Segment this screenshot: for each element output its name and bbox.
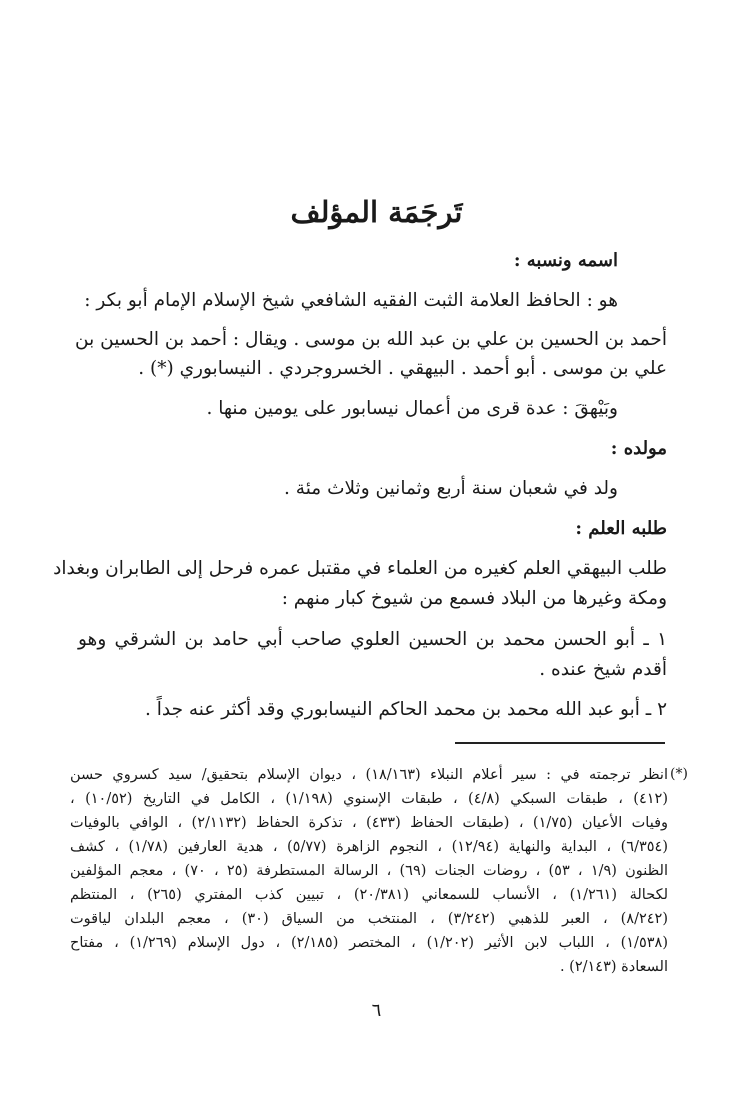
name-paragraph-2-line-2: علي بن موسى . أبو أحمد . البيهقي . الخسروجردي . النيسابوري (*) . [138, 358, 667, 379]
name-paragraph-2-line-1: أحمد بن الحسين بن علي بن عبد الله بن موسى . ويقال : أحمد بن الحسين بن [75, 329, 667, 350]
footnote-mark: (*) [670, 766, 688, 782]
name-heading: اسمه ونسبه : [513, 250, 618, 271]
footnote-line: (١/٥٣٨) ، اللباب لابن الأثير (١/٢٠٢) ، المختصر (٢/١٨٥) ، دول الإسلام (١/٢٦٩) ، مفتاح [70, 935, 668, 951]
footnote-line: لكحالة (١/٢٦١) ، الأنساب للسمعاني (٢٠/٣٨١) ، تبيين كذب المفتري (٢٦٥) ، المنتظم [70, 887, 669, 903]
footnote-line: الظنون (١/٩ ، ٥٣) ، روضات الجنات (٦٩) ، الرسالة المستطرفة (٢٥ ، ٧٠) ، معجم المؤلفين [70, 863, 668, 879]
study-paragraph-line-2: ومكة وغيرها من البلاد فسمع من شيوخ كبار منهم : [281, 588, 667, 609]
page-title: تَرجَمَة المؤلف [290, 195, 463, 229]
name-paragraph-3: وبَيْهقَ : عدة قرى من أعمال نيسابور على يومين منها . [206, 398, 618, 419]
list-item-1-line-2: أقدم شيخ عنده . [539, 659, 667, 680]
name-paragraph-1: هو : الحافظ العلامة الثبت الفقيه الشافعي شيخ الإسلام الإمام أبو بكر : [84, 290, 618, 311]
study-paragraph-line-1: طلب البيهقي العلم كغيره من العلماء في مقتبل عمره فرحل إلى الطابران وبغداد [53, 558, 667, 579]
footnote-line: (٨/٢٤٢) ، العبر للذهبي (٣/٢٤٢) ، المنتخب من السياق (٣٠) ، معجم البلدان لياقوت [70, 911, 669, 927]
birth-heading: مولده : [610, 438, 667, 459]
birth-paragraph: ولد في شعبان سنة أربع وثمانين وثلاث مئة . [284, 478, 618, 499]
footnote-line: (٤١٢) ، طبقات السبكي (٤/٨) ، طبقات الإسنوي (١/١٩٨) ، الكامل في التاريخ (١٠/٥٢) ، [70, 791, 668, 807]
list-item-2: ٢ ـ أبو عبد الله محمد بن محمد الحاكم النيسابوري وقد أكثر عنه جداً . [144, 699, 667, 720]
page-number: ٦ [371, 1000, 382, 1021]
footnote-separator [455, 742, 665, 744]
list-item-1-line-1: ١ ـ أبو الحسن محمد بن الحسين العلوي صاحب أبي حامد بن الشرقي وهو [78, 629, 667, 650]
study-heading: طلبه العلم : [575, 518, 667, 539]
footnote-line: وفيات الأعيان (١/٧٥) ، (طبقات الحفاظ (٤٣٣) ، تذكرة الحفاظ (٢/١١٣٢) ، الوافي بالوفيات [70, 815, 669, 831]
footnote-line: (٦/٣٥٤) ، البداية والنهاية (١٢/٩٤) ، النجوم الزاهرة (٥/٧٧) ، هدية العارفين (١/٧٨) ، كشف [70, 839, 668, 855]
footnote-line: انظر ترجمته في : سير أعلام النبلاء (١٨/١٦٣) ، ديوان الإسلام بتحقيق/ سيد كسروي حسن [70, 767, 668, 783]
footnote-line: السعادة (٢/١٤٣) . [559, 959, 668, 975]
